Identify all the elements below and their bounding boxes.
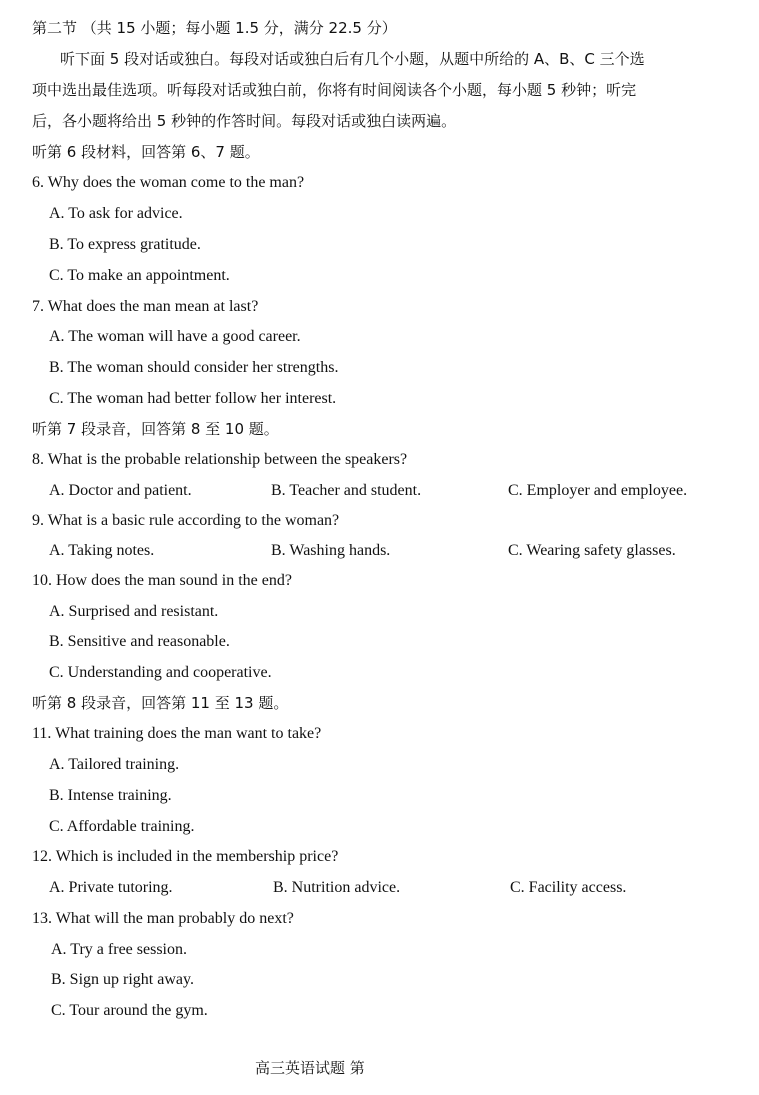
question-stem: 7. What does the man mean at last? [32,298,259,315]
page-footer: 高三英语试题 第 [255,1059,365,1077]
group-intro: 听第 7 段录音，回答第 8 至 10 题。 [32,420,279,438]
option-b[interactable]: B. Sign up right away. [51,971,194,988]
question-stem: 8. What is the probable relationship between the speakers? [32,451,408,468]
option-a[interactable]: A. Try a free session. [51,941,187,958]
question-stem: 10. How does the man sound in the end? [32,572,292,589]
group-intro: 听第 8 段录音，回答第 11 至 13 题。 [32,694,289,712]
option-b[interactable]: B. Washing hands. [271,542,391,559]
question-stem: 13. What will the man probably do next? [32,910,294,927]
option-b[interactable]: B. Intense training. [49,787,172,804]
option-a[interactable]: A. Taking notes. [49,542,155,559]
option-b[interactable]: B. Teacher and student. [271,482,422,499]
instruction-line-2: 项中选出最佳选项。听每段对话或独白前，你将有时间阅读各个小题，每小题 5 秒钟；听完 [32,81,637,99]
option-c[interactable]: C. To make an appointment. [49,267,230,284]
section-header: 第二节 （共 15 小题；每小题 1.5 分，满分 22.5 分） [32,19,397,37]
option-b[interactable]: B. Sensitive and reasonable. [49,633,230,650]
option-b[interactable]: B. To express gratitude. [49,236,201,253]
option-b[interactable]: B. Nutrition advice. [273,879,401,896]
instruction-line-1: 听下面 5 段对话或独白。每段对话或独白后有几个小题，从题中所给的 A、B、C 三个选 [60,50,645,68]
page-edge-fade [382,1054,442,1084]
option-a[interactable]: A. Tailored training. [49,756,180,773]
option-c[interactable]: C. The woman had better follow her interest. [49,390,337,407]
question-stem: 9. What is a basic rule according to the woman? [32,512,340,529]
option-c[interactable]: C. Affordable training. [49,818,195,835]
option-a[interactable]: A. Surprised and resistant. [49,603,219,620]
question-stem: 6. Why does the woman come to the man? [32,174,305,191]
question-stem: 11. What training does the man want to take? [32,725,322,742]
option-a[interactable]: A. Doctor and patient. [49,482,192,499]
option-c[interactable]: C. Facility access. [510,879,627,896]
group-intro: 听第 6 段材料，回答第 6、7 题。 [32,143,260,161]
question-stem: 12. Which is included in the membership price? [32,848,339,865]
option-c[interactable]: C. Employer and employee. [508,482,688,499]
option-a[interactable]: A. The woman will have a good career. [49,328,301,345]
option-b[interactable]: B. The woman should consider her strengths. [49,359,339,376]
option-c[interactable]: C. Wearing safety glasses. [508,542,676,559]
option-a[interactable]: A. To ask for advice. [49,205,183,222]
option-a[interactable]: A. Private tutoring. [49,879,173,896]
option-c[interactable]: C. Tour around the gym. [51,1002,208,1019]
option-c[interactable]: C. Understanding and cooperative. [49,664,272,681]
instruction-line-3: 后，各小题将给出 5 秒钟的作答时间。每段对话或独白读两遍。 [32,112,457,130]
